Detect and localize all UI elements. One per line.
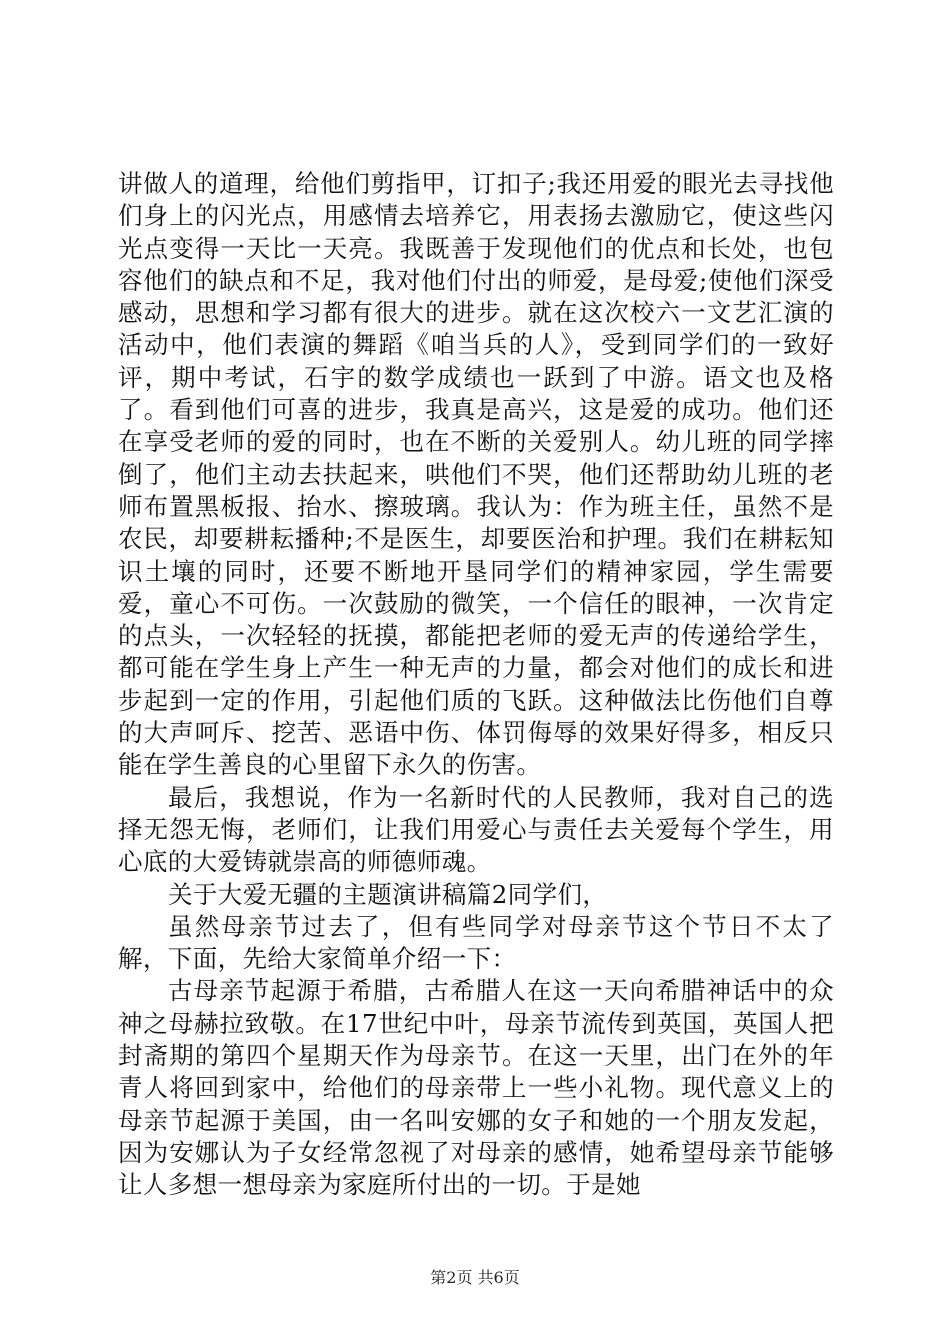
paragraph-continued: 讲做人的道理，给他们剪指甲，订扣子;我还用爱的眼光去寻找他们身上的闪光点，用感情去培养它，用表扬去激励它，使这些闪光点变得一天比一天亮。我既善于发现他们的优点和长处，也包容他们的缺点和不足，我对他们付出的师爱，是母爱;使他们深受感动，思想和学习都有很大的进步。就在这次校六一文艺汇演的活动中，他们表演的舞蹈《咱当兵的人》，受到同学们的一致好评，期中考试，石宇的数学成绩也一跃到了中游。语文也及格了。看到他们可喜的进步，我真是高兴，这是爱的成功。他们还在享受老师的爱的同时，也在不断的关爱别人。幼儿班的同学摔倒了，他们主动去扶起来，哄他们不哭，他们还帮助幼儿班的老师布置黑板报、抬水、擦玻璃。我认为：作为班主任，虽然不是农民，却要耕耘播种;不是医生，却要医治和护理。我们在耕耘知识土壤的同时，还要不断地开垦同学们的精神家园，学生需要爱，童心不可伤。一次鼓励的微笑，一个信任的眼神，一次肯定的点头，一次轻轻的抚摸，都能把老师的爱无声的传递给学生，都可能在学生身上产生一种无声的力量，都会对他们的成长和进步起到一定的作用，引起他们质的飞跃。这种做法比伤他们自尊的大声呵斥、挖苦、恶语中伤、体罚侮辱的效果好得多，相反只能在学生善良的心里留下永久的伤害。 [118,169,834,780]
document-body [118,168,834,1202]
paragraph-intro: 虽然母亲节过去了，但有些同学对母亲节这个节日不太了解，下面，先给大家简单介绍一下： [118,911,834,974]
paragraph-history: 古母亲节起源于希腊，古希腊人在这一天向希腊神话中的众神之母赫拉致敬。在17世纪中叶，母亲节流传到英国，英国人把封斋期的第四个星期天作为母亲节。在这一天里，出门在外的年青人将回到家中，给他们的母亲带上一些小礼物。现代意义上的母亲节起源于美国，由一名叫安娜的女子和她的一个朋友发起，因为安娜认为子女经常忽视了对母亲的感情，她希望母亲节能够让人多想一想母亲为家庭所付出的一切。于是她 [118,976,834,1200]
paragraph-speech-title: 关于大爱无疆的主题演讲稿篇2同学们， [168,879,608,909]
page-footer: 第2页 共6页 [430,1268,520,1287]
paragraph-conclusion: 最后，我想说，作为一名新时代的人民教师，我对自己的选择无怨无悔，老师们，让我们用爱心与责任去关爱每个学生，用心底的大爱铸就崇高的师德师魂。 [118,782,834,877]
